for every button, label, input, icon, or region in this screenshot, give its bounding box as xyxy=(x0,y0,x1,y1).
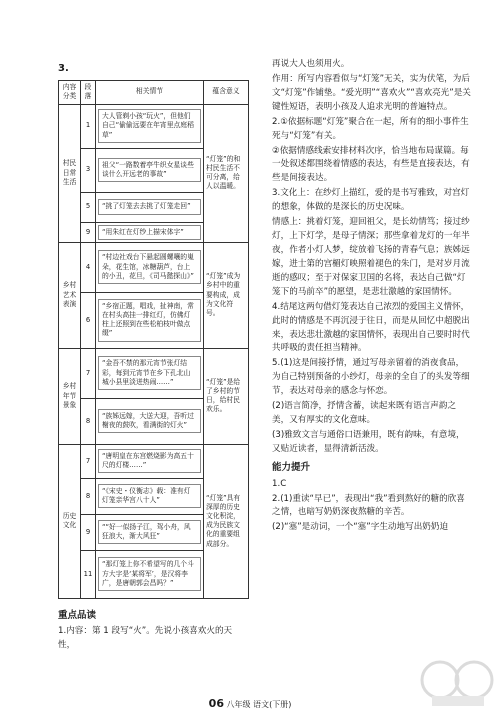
plot-cell xyxy=(96,478,204,514)
plot-cell xyxy=(96,192,204,222)
answer-text: 作用：所写内容看似与“灯笼”无关，实为伏笔，为后文“灯笼”作铺垫。“爱光明”“喜欢火”“喜欢亮光”是关键性短语，表明小孩及人追求光明的普遍特点。 xyxy=(272,73,471,112)
plot-cell xyxy=(96,444,204,478)
question-3-label: 3. xyxy=(58,63,69,74)
plot-text: “用朱红在灯纱上描宋体字” xyxy=(98,225,201,240)
page-number: 06 xyxy=(208,697,224,710)
plot-text: “乡宿正题，唱戏，扯神南，常在村头高挂一排红灯，仿佛灯柱上还照到在些松柏枝叶做点缀” xyxy=(98,299,201,342)
paragraph-num: 8 xyxy=(81,478,96,514)
plot-text: “那灯笼上你不希望写的几个斗方大字是‘某将军’，是汉将李广，是唐朝郭会昌吗？” xyxy=(98,557,201,591)
table-header-row xyxy=(59,80,249,104)
table-row xyxy=(59,104,249,148)
answer-2-item-1: 2.①依据标题“灯笼”聚合在一起，所有的细小事件生死与“灯笼”有关。 xyxy=(272,116,469,141)
answer-3: 3.文化上：在纱灯上描红，爱的是书写雅致，对宫灯的想象，体做的是深长的历史况味。 xyxy=(272,188,470,213)
paragraph-num: 7 xyxy=(81,348,96,398)
ability-answer-1: 1.C xyxy=(272,478,287,489)
category-cell: 村民日常生活 xyxy=(59,104,81,242)
answer-text: 再说大人也须用火。 xyxy=(272,59,350,69)
plot-cell xyxy=(96,222,204,242)
table-row xyxy=(59,242,249,292)
header-category: 内容分类 xyxy=(59,80,81,104)
answer-3-emotion: 情感上：挑着灯笼，迎回祖父，是长幼情笃；接过纱灯，上下灯学，是母子情深；那些拿着龙灯的一年半夜，作者小灯人梦，绽放着飞扬的青春气息；族姊远嫁，进士第的宫楣灯映照着褪色的朱门，是对岁月流逝的感叹；至于对保家卫国的名将，表达自己做“灯笼下的马前卒”的愿望，是悲壮激越的家国情怀。 xyxy=(272,217,470,297)
paragraph-num: 1 xyxy=(81,104,96,148)
answer-1-content: 1.内容：第 1 段写“火”。先说小孩喜欢火的天性， xyxy=(58,626,233,651)
ability-answer-2-item-2: (2)“塞”是动词，一个“塞”字生动地写出奶奶迫 xyxy=(272,522,449,533)
table-row xyxy=(59,348,249,398)
plot-text: “唐明皇在东宫燃烧影为高五十尺的灯楼……” xyxy=(98,449,201,473)
plot-text: ““好一似扬子江，驾小舟，风狂浪大，渐大风狂” xyxy=(98,520,201,544)
paragraph-num: 4 xyxy=(81,242,96,292)
watermark-logo-icon xyxy=(418,652,498,712)
paragraph-num: 3 xyxy=(81,148,96,192)
plot-text: “金吾不禁的那元宵节张灯结彩，每到元宵节在乡下孔北山城小县里淡迸热闹……” xyxy=(98,356,201,390)
ability-answer-2-item-1: 2.(1)重读“早已”，表现出“我”看到熬好的糖的欣喜之情，也暗写奶奶深夜熬糖的辛苦。 xyxy=(272,493,465,518)
plot-text: “挑了灯笼去去挑了灯笼走回” xyxy=(98,199,201,214)
analysis-table xyxy=(58,80,249,599)
paragraph-num: 8 xyxy=(81,398,96,444)
section-heading-key-reading: 重点品读 xyxy=(58,609,97,621)
plot-cell xyxy=(96,348,204,398)
paragraph-num: 9 xyxy=(81,514,96,550)
plot-cell xyxy=(96,550,204,598)
plot-text: “族姊远嫁，大送大迎，吾听过榭夜的鼓吹，看满街的灯火” xyxy=(98,409,201,433)
category-cell: 历史文化 xyxy=(59,444,81,598)
answer-2-item-2: ②依据情感线索安排材料次序，恰当地布局谋篇。每一处叙述都围绕着情感的表达，有些是直接表达，有些是间接表达。 xyxy=(272,145,470,184)
header-paragraph: 段落 xyxy=(81,80,96,104)
category-cell: 乡村年节景象 xyxy=(59,348,81,444)
plot-text: “《宋史・仪衡志》载：准有灯灯笼亲华宫八十人” xyxy=(98,484,201,508)
header-meaning: 蕴含意义 xyxy=(204,80,249,104)
plot-cell xyxy=(96,104,204,148)
paragraph-num: 9 xyxy=(81,222,96,242)
plot-cell xyxy=(96,292,204,348)
plot-text: 大人管剃小孩“玩火”，但他们自己“偷偷远要在年宵里点庭稻草” xyxy=(98,109,201,143)
plot-text: “村边社戏台下悬起圆螺嚷的嵬朵，花生馆，冰糖葫芦，台上的小丑，花旦，《司马懿探山》” xyxy=(98,250,201,284)
paragraph-num: 11 xyxy=(81,550,96,598)
answer-4: 4.结尾这两句借灯笼表达自己浓烈的爱国主义情怀，此时的情感是不再沉浸于往日，而是从回忆中超脱出来，表达悲壮激越的家国情怀，表现出自己要时时代共呼吸的责任担当精神。 xyxy=(272,301,470,354)
meaning-cell: “灯笼”的和村民生活不可分离，给人以温暖。 xyxy=(204,104,249,242)
meaning-cell: “灯笼”具有深厚的历史文化积淀，成为民族文化的重要组成部分。 xyxy=(204,444,249,598)
left-column xyxy=(58,62,248,654)
answer-5-item-2: (2)语言简净，抒情含蓄，读起来既有语言声韵之美，又有厚实的文化意味。 xyxy=(272,401,457,426)
meaning-cell: “灯笼”成为乡村中的重要构成，成为文化符号。 xyxy=(204,242,249,348)
plot-cell xyxy=(96,242,204,292)
header-plot: 相关情节 xyxy=(96,80,204,104)
meaning-cell: “灯笼”是给了乡村的节日，给村民欢乐。 xyxy=(204,348,249,444)
table-row xyxy=(59,444,249,478)
answer-5-item-1: 5.(1)这是间接抒情，通过写母亲留着的消夜食品，为自己特别预备的小纱灯，母亲的全自了的头发等细节，表达对母亲的感念与怀恋。 xyxy=(272,358,470,397)
plot-text: 祖父“一路数着亭牛织女星谈些谈什么开远老的事故” xyxy=(98,158,201,182)
right-column xyxy=(272,58,472,536)
answer-5-item-3: (3)雅致文言与通俗口语兼用，既有韵味，有意境，又贴近读者，显得清新活泼。 xyxy=(272,429,465,454)
plot-cell xyxy=(96,514,204,550)
paragraph-num: 5 xyxy=(81,192,96,222)
section-heading-ability: 能力提升 xyxy=(272,461,311,473)
category-cell: 乡村艺术表演 xyxy=(59,242,81,348)
paragraph-num: 6 xyxy=(81,292,96,348)
plot-cell xyxy=(96,398,204,444)
footer-text: 八年级 语文(下册) xyxy=(226,700,292,709)
plot-cell xyxy=(96,148,204,192)
paragraph-num: 7 xyxy=(81,444,96,478)
